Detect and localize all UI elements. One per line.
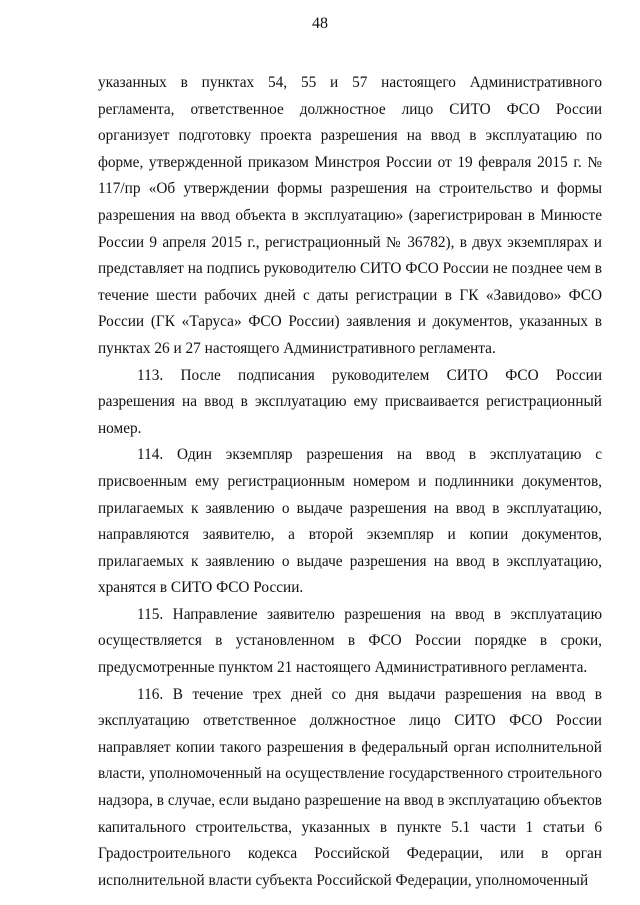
paragraph-113: 113. После подписания руководителем СИТО ФСО России разрешения на ввод в эксплуатацию ему присваивается регистрационный номер. [98, 366, 602, 437]
page-number: 48 [312, 15, 328, 32]
paragraph-continuation: указанных в пунктах 54, 55 и 57 настоящего Административного регламента, ответственное должностное лицо СИТО ФСО России организует подготовку проекта разрешения на ввод в эксплуатацию по форме, утвержденной приказом Минстроя России от 19 февраля 2015 г. № 117/пр «Об утверждении формы разрешения на строительство и формы разрешения на ввод объекта в эксплуатацию» (зарегистрирован в Минюсте России 9 апреля 2015 г., регистрационный № 36782), в двух экземплярах и представляет на подпись руководителю СИТО ФСО России не позднее чем в течение шести рабочих дней с даты регистрации в ГК «Завидово» ФСО России (ГК «Таруса» ФСО России) заявления и документов, указанных в пунктах 26 и 27 настоящего Административного регламента. [98, 74, 602, 357]
paragraph-115: 115. Направление заявителю разрешения на ввод в эксплуатацию осуществляется в установленном в ФСО России порядке в сроки, предусмотренные пунктом 21 настоящего Административного регламента. [98, 605, 602, 677]
document-body [98, 70, 602, 894]
paragraph-116: 116. В течение трех дней со дня выдачи разрешения на ввод в эксплуатацию ответственное должностное лицо СИТО ФСО России направляет копии такого разрешения в федеральный орган исполнительной власти, уполномоченный на осуществление государственного строительного надзора, в случае, если выдано разрешение на ввод в эксплуатацию объектов капитального строительства, указанных в пункте 5.1 части 1 статьи 6 Градостроительного кодекса Российской Федерации, или в орган исполнительной власти субъекта Российской Федерации, уполномоченный [98, 685, 602, 889]
paragraph-114: 114. Один экземпляр разрешения на ввод в эксплуатацию с присвоенным ему регистрационным номером и подлинники документов, прилагаемых к заявлению о выдаче разрешения на ввод в эксплуатацию, направляются заявителю, а второй экземпляр и копии документов, прилагаемых к заявлению о выдаче разрешения на ввод в эксплуатацию, хранятся в СИТО ФСО России. [98, 446, 602, 597]
